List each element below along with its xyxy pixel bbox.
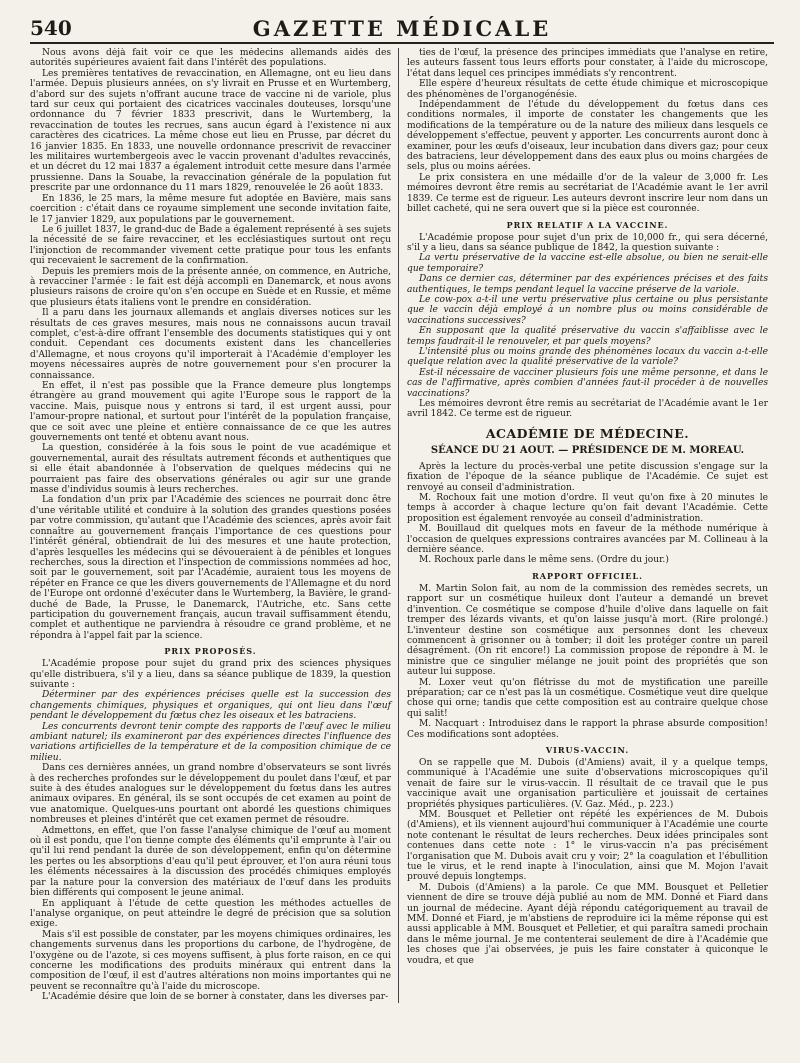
paragraph: Le 6 juillet 1837, le grand-duc de Bade a également représenté à ses sujets la nécessité de se faire revacciner, et les ecclésiastiques surtout ont reçu l'injonction de recommander vivement cette pratique pour tous les enfants qui recevaient le sacrement de la confirmation.: [30, 224, 391, 267]
paragraph: L'intensité plus ou moins grande des phénomènes locaux du vaccin a-t-elle quelque relation avec la qualité préservative de la variole?: [407, 346, 768, 368]
paragraph: L'Académie désire que loin de se borner à constater, dans les diverses par-: [42, 992, 389, 1003]
paragraph: M. Martin Solon fait, au nom de la commission des remèdes secrets, un rapport sur un cosmétique huileux dont l'auteur a demandé un brevet d'invention. Ce cosmétique se compose d'huile d'olive dans laquelle on fait tremper des lézards vivants, et qu'on laisse jusqu'à mort. (Rire prolongé.) L'inventeur destine son cosmétique aux personnes dont les cheveux commencent à grisonner ou à tomber; il doit les protéger contre un pareil désagrément. (On rit encore!) La commission propose de répondre à M. le ministre que ce singulier mélange ne jouit point des propriétés que son auteur lui suppose.: [407, 583, 768, 678]
paragraph: L'Académie propose pour sujet d'un prix de 10,000 fr., qui sera décerné, s'il y a lieu, dans sa séance publique de 1842, la question suivante :: [407, 232, 768, 253]
paragraph: On se rappelle que M. Dubois (d'Amiens) avait, il y a quelque temps, communiqué à l'Académie une suite d'observations microscopiques qu'il venait de faire sur le virus-vaccin. Il résultait de ce travail que le pus vaccinique avait une organisation particulière et jouissait de certaines propriétés physiques particulières. (V. Gaz. Méd., p. 223.): [407, 757, 768, 810]
page-header: [30, 10, 774, 44]
paragraph: Dans ces dernières années, un grand nombre d'observateurs se sont livrés à des recherches profondes sur le développement du poulet dans l'œuf, et par suite à des études analogues sur le développement du fœtus dans les autres animaux ovipares. En général, ils se sont occupés de cet examen au point de vue anatomique. Quelques-uns pourtant ont abordé les questions chimiques nombreuses et pleines d'intérêt que cet examen permet de résoudre.: [30, 763, 391, 826]
section-heading: RAPPORT OFFICIEL.: [532, 570, 643, 581]
session-heading: SÉANCE DU 21 AOUT. — PRÉSIDENCE DE M. MOREAU.: [430, 444, 745, 456]
left-column: [30, 48, 398, 1003]
paragraph: Les premières tentatives de revaccination, en Allemagne, ont eu lieu dans l'armée. Depuis plusieurs années, on s'y livrait en Prusse et en Wurtemberg, d'abord sur des sujets n'offrant aucune trace de vaccine ni de variole, plus tard sur ceux qui portaient des cicatrices vaccinales douteuses, lorsqu'une ordonnance du 7 février 1833 prescrivit, dans le Wurtemberg, la revaccination de toutes les recrues, sans aucun égard à l'existence ni aux caractères des cicatrices. La même chose eut lieu en Prusse, par décret du 16 janvier 1835. En 1833, une nouvelle ordonnance prescrivit de revacciner les militaires wurtembergeois avec le vaccin provenant d'adultes revaccinés, et un décret du 12 mai 1837 a également introduit cette mesure dans l'armée prussienne. Dans la Souabe, la revaccination générale de la population fut prescrite par une ordonnance du 11 mars 1829, renouvelée le 26 août 1833.: [30, 68, 391, 194]
paragraph: Déterminer par des expériences précises quelle est la succession des changements chimiques, physiques et organiques, qui ont lieu dans l'œuf pendant le développement du fœtus chez les oiseaux et les batraciens.: [30, 690, 391, 722]
paragraph: La question, considérée à la fois sous le point de vue académique et gouvernemental, aurait des résultats autrement féconds et authentiques que si elle était abandonnée à l'observation de quelques médecins qui ne pourraient pas faire des observations générales ou agir sur une grande masse d'individus soumis à leurs recherches.: [30, 443, 391, 496]
journal-title: GAZETTE MÉDICALE: [252, 16, 552, 41]
paragraph: Les mémoires devront être remis au secrétariat de l'Académie avant le 1er avril 1842. Ce terme est de rigueur.: [407, 399, 768, 420]
section-heading: VIRUS-VACCIN.: [545, 744, 630, 755]
paragraph: M. Loxer veut qu'on flétrisse du mot de mystification une pareille préparation; car ce n'est pas là un cosmétique. Cosmétique veut dire quelque chose qui orne; tandis que cette composition est au contraire quelque chose qui salit!: [407, 677, 768, 719]
paragraph: Il a paru dans les journaux allemands et anglais diverses notices sur les résultats de ces graves mesures, mais nous ne connaissons aucun travail complet, c'est-à-dire offrant l'ensemble des documents statistiques qui y ont conduit. Cependant ces documents existent dans les chancelleries d'Allemagne, et nous croyons qu'il importerait à l'Académie d'employer les moyens nécessaires auprès de notre gouvernement pour s'en procurer la connaissance.: [30, 308, 391, 381]
paragraph: L'Académie propose pour sujet du grand prix des sciences physiques qu'elle distribuera, s'il y a lieu, dans sa séance publique de 1839, la question suivante :: [30, 659, 391, 690]
paragraph: M. Rochoux fait une motion d'ordre. Il veut qu'on fixe à 20 minutes le temps à accorder à chaque lecture qu'on fait devant l'Académie. Cette proposition est également renvoyée au conseil d'administration.: [407, 493, 768, 524]
paragraph: Les concurrents devront tenir compte des rapports de l'œuf avec le milieu ambiant naturel; ils examineront par des expériences directes l'influence des variations artificielles de la température et de la composition chimique de ce milieu.: [30, 721, 391, 763]
paragraph: Nous avons déjà fait voir ce que les médecins allemands aidés des autorités supérieures avaient fait dans l'intérêt des populations.: [30, 48, 391, 69]
section-heading: PRIX RELATIF A LA VACCINE.: [506, 219, 669, 230]
paragraph: Est-il nécessaire de vacciner plusieurs fois une même personne, et dans le cas de l'affirmative, après combien d'années faut-il procéder à de nouvelles vaccinations?: [407, 367, 768, 399]
paragraph: Après la lecture du procès-verbal une petite discussion s'engage sur la fixation de l'époque de la séance publique de l'Académie. Ce sujet est renvoyé au conseil d'administration.: [407, 461, 768, 493]
paragraph: Le cow-pox a-t-il une vertu préservative plus certaine ou plus persistante que le vaccin déjà employé à un nombre plus ou moins considérable de vaccinations successives?: [407, 294, 768, 326]
section-heading: PRIX PROPOSÉS.: [164, 646, 257, 657]
paragraph: La fondation d'un prix par l'Académie des sciences ne pourrait donc être d'une véritable utilité et conduire à la solution des grandes questions posées par votre commission, qu'autant que l'Académie des sciences, après avoir fait connaître au gouvernement français l'importance de ces questions pour l'intérêt général, obtiendrait de lui des mesures et une haute protection, d'après lesquelles les médecins qui se dévoueraient à de pénibles et longues recherches, sous la direction et l'inspection de commissions nommées ad hoc, soit par le gouvernement, soit par l'Académie, auraient tous les moyens de répéter en France ce que les divers gouvernements de l'Allemagne et du nord de l'Europe ont ordonné d'exécuter dans le Wurtemberg, la Bavière, le grand-duché de Bade, la Prusse, le Danemarck, l'Autriche, etc. Sans cette participation du gouvernement français, aucun travail suffisamment étendu, complet et authentique ne parviendra à résoudre ce grand problème, et ne répondra à l'appel fait par la science.: [30, 495, 391, 641]
paragraph: M. Bouillaud dit quelques mots en faveur de la méthode numérique à l'occasion de quelques expressions contraires avancées par M. Collineau à la dernière séance.: [407, 524, 768, 556]
paragraph: Le prix consistera en une médaille d'or de la valeur de 3,000 fr. Les mémoires devront être remis au secrétariat de l'Académie avant le 1er avril 1839. Ce terme est de rigueur. Les auteurs devront inscrire leur nom dans un billet cacheté, qui ne sera ouvert que si la pièce est couronnée.: [407, 172, 768, 215]
section-title: ACADÉMIE DE MÉDECINE.: [485, 425, 690, 441]
page-number: 540: [30, 16, 72, 40]
paragraph: Elle espère d'heureux résultats de cette étude chimique et microscopique des phénomènes de l'organogénésie.: [407, 79, 768, 100]
paragraph: Admettons, en effet, que l'on fasse l'analyse chimique de l'œuf au moment où il est pondu, que l'on tienne compte des éléments qu'il emprunte à l'air ou qu'il lui rend pendant la durée de son développement, enfin qu'on détermine les pertes ou les absorptions d'eau qu'il peut éprouver, et l'on aura réuni tous les éléments nécessaires à la discussion des procédés chimiques employés par la nature pour la conversion des matériaux de l'œuf dans les produits bien différents qui composent le jeune animal.: [30, 825, 391, 899]
paragraph: En appliquant à l'étude de cette question les méthodes actuelles de l'analyse organique, on peut atteindre le degré de précision que sa solution exige.: [30, 898, 391, 930]
paragraph: MM. Bousquet et Pelletier ont répété les expériences de M. Dubois (d'Amiens), et ils viennent aujourd'hui communiquer à l'Académie une courte note contenant le résultat de leurs recherches. Deux idées principales sont contenues dans cette note : 1° le virus-vaccin n'a pas précisément l'organisation que M. Dubois avait cru y voir; 2° la coagulation et l'ébullition tue le virus, et le rend inapte à l'inoculation, ainsi que M. Mojon l'avait prouvé depuis longtemps.: [407, 810, 768, 883]
columns: [30, 48, 774, 1003]
paragraph: Dans ce dernier cas, déterminer par des expériences précises et des faits authentiques, le temps pendant lequel la vaccine préserve de la variole.: [407, 274, 768, 295]
paragraph: M. Nacquart : Introduisez dans le rapport la phrase absurde composition! Ces modifications sont adoptées.: [407, 719, 768, 740]
paragraph: ties de l'œuf, la présence des principes immédiats que l'analyse en retire, les auteurs fassent tous leurs efforts pour constater, à l'aide du microscope, l'état dans lequel ces principes immédiats s'y rencontrent.: [407, 48, 768, 79]
paragraph: La vertu préservative de la vaccine est-elle absolue, ou bien ne serait-elle que temporaire?: [407, 253, 768, 274]
paragraph: En supposant que la qualité préservative du vaccin s'affaiblisse avec le temps faudrait-il le renouveler, et par quels moyens?: [407, 326, 768, 347]
paragraph: Depuis les premiers mois de la présente année, on commence, en Autriche, à revacciner l'armée : le fait est déjà accompli en Danemarck, et nous avons plusieurs raisons de croire qu'on s'en occupe en Suède et en Russie, et même que plusieurs états italiens vont le prendre en considération.: [30, 266, 391, 308]
paragraph: En effet, il n'est pas possible que la France demeure plus longtemps étrangère au grand mouvement qui agite l'Europe sous le rapport de la vaccine. Mais, puisque nous y entrons si tard, il est urgent aussi, pour l'amour-propre national, et surtout pour l'intérêt de la population française, que ce soit avec une pleine et entière connaissance de ce que les autres gouvernements ont tenté et obtenu avant nous.: [30, 381, 391, 444]
paragraph: Mais s'il est possible de constater, par les moyens chimiques ordinaires, les changements survenus dans les proportions du carbone, de l'hydrogène, de l'oxygène ou de l'azote, si ces moyens suffisent, à plus forte raison, en ce qui concerne les modifications des produits minéraux qui entrent dans la composition de l'œuf, il est d'autres altérations non moins importantes qui ne peuvent se reconnaître qu'à l'aide du microscope.: [30, 929, 391, 992]
paragraph: En 1836, le 25 mars, la même mesure fut adoptée en Bavière, mais sans coercition : c'était dans ce royaume simplement une seconde invitation faite, le 17 janvier 1829, aux populations par le gouvernement.: [30, 193, 391, 225]
right-column: [398, 48, 768, 1003]
paragraph: M. Rochoux parle dans le même sens. (Ordre du jour.): [419, 555, 669, 566]
paragraph: M. Dubois (d'Amiens) a la parole. Ce que MM. Bousquet et Pelletier viennent de dire se trouve déjà publié au nom de MM. Donné et Fiard dans un journal de médecine. Ayant déjà répondu catégoriquement au travail de MM. Donné et Fiard, je m'abstiens de reproduire ici la même réponse qui est aussi applicable à MM. Bousquet et Pelletier, et qui paraîtra samedi prochain dans le même journal. Je me contenterai seulement de dire à l'Académie que les choses que j'ai observées, je puis les faire constater à quiconque le voudra, et que: [407, 882, 768, 966]
paragraph: Indépendamment de l'étude du développement du fœtus dans ces conditions normales, il importe de constater les changements que les modifications de la température ou de la nature des milieux dans lesquels ce développement s'effectue, peuvent y apporter. Les concurrents auront donc à examiner, pour les œufs d'oiseaux, leur incubation dans divers gaz; pour ceux des batraciens, leur développement dans des eaux plus ou moins chargées de sels, plus ou moins aérées.: [407, 100, 768, 173]
